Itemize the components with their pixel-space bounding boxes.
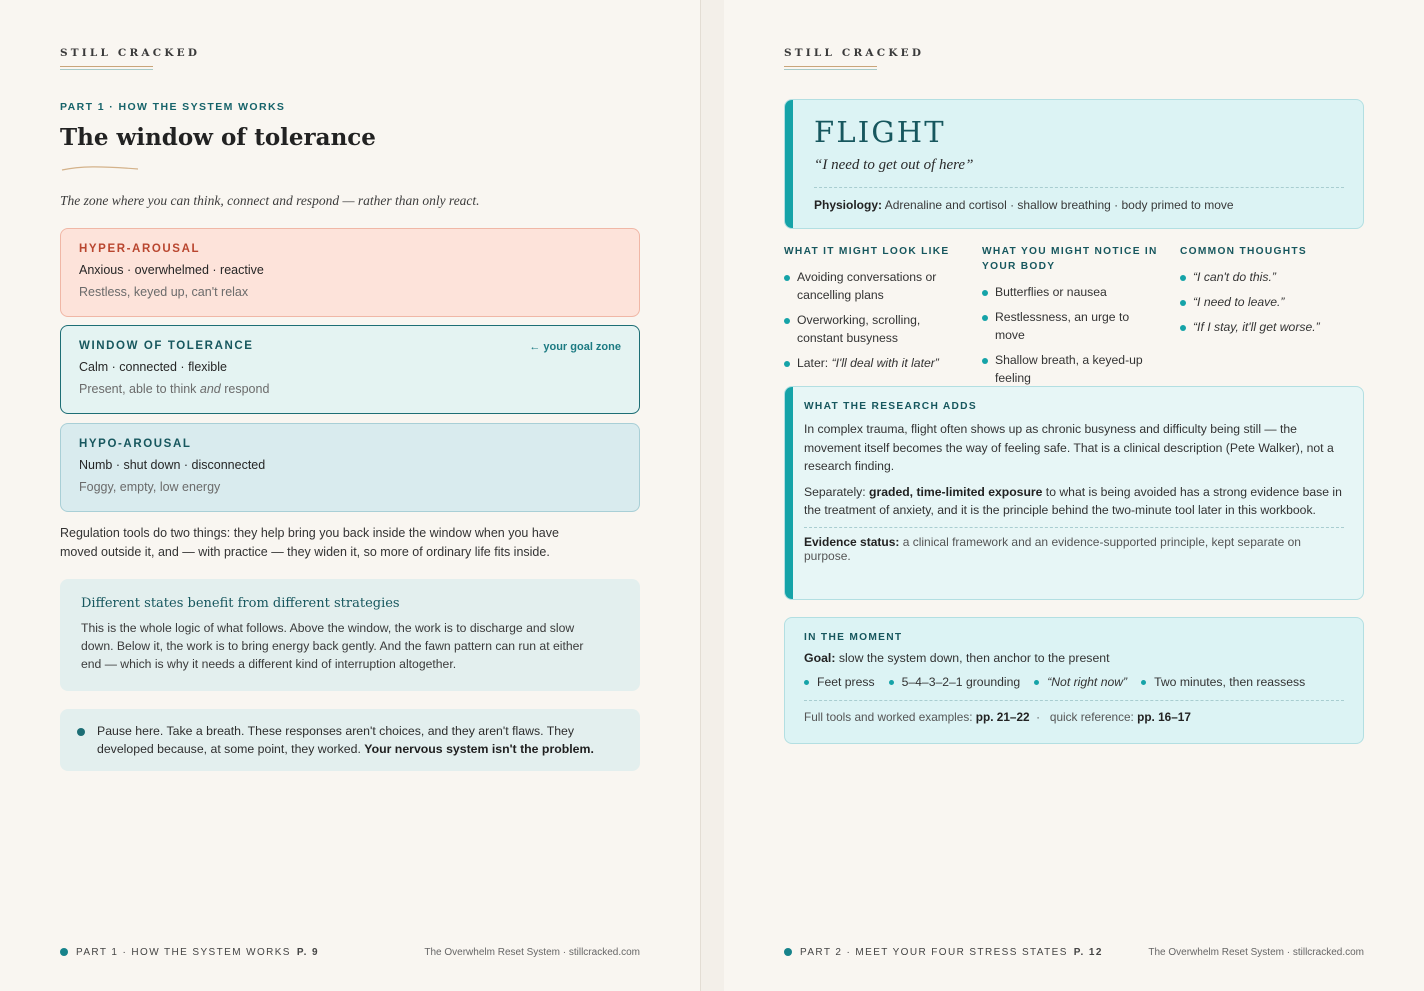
physiology-line (814, 198, 1234, 212)
tool-list (804, 675, 1344, 689)
brand-rule (784, 69, 877, 70)
tool-item: Two minutes, then reassess (1141, 675, 1305, 689)
state-title: FLIGHT (814, 115, 946, 149)
goal-label: Goal: (804, 651, 836, 665)
pause-note (60, 709, 640, 771)
list-item: Overworking, scrolling, constant busyness (784, 311, 964, 347)
footer-section (76, 947, 319, 958)
callout-title: Different states benefit from different strategies (81, 596, 400, 611)
brand-rule (60, 66, 153, 67)
list-item (1180, 318, 1360, 336)
footer-section (800, 947, 1103, 958)
zone-descriptors: Anxious · overwhelmed · reactive (79, 263, 264, 277)
column-heading: WHAT IT MIGHT LOOK LIKE (784, 246, 950, 257)
pause-text: Pause here. Take a breath. These responses aren't choices, and they aren't flaws. They developed because, at some point, they worked. (97, 724, 575, 756)
flight-header-card (784, 99, 1364, 229)
footer-section-label: PART 1 · HOW THE SYSTEM WORKS (76, 947, 291, 958)
research-card (784, 386, 1364, 600)
footer-dot-icon (784, 948, 792, 956)
body-paragraph: Regulation tools do two things: they help bring you back inside the window when you have moved outside it, and — with practice — they widen it, so more of ordinary life fits inside. (60, 526, 559, 559)
zone-hypo-arousal (60, 423, 640, 512)
brand-rule (60, 69, 153, 70)
column-look-like (784, 244, 964, 379)
moment-heading: IN THE MOMENT (804, 632, 903, 643)
column-heading: WHAT YOU MIGHT NOTICE IN YOUR BODY (982, 246, 1158, 272)
page-title: The window of tolerance (60, 124, 376, 151)
footer-section-label: PART 2 · MEET YOUR FOUR STRESS STATES (800, 947, 1068, 958)
strategies-callout (60, 579, 640, 691)
divider (804, 700, 1344, 701)
list-item (1180, 293, 1360, 311)
right-page (724, 0, 1424, 991)
state-quote: “I need to get out of here” (814, 157, 974, 173)
footer-site: The Overwhelm Reset System · stillcracked.com (424, 947, 640, 958)
research-text: to what is being avoided has a strong evidence base in the treatment of anxiety, and it is the principle behind the two-minute tool later in this workbook. (804, 484, 1342, 517)
physiology-label: Physiology: (814, 198, 883, 212)
page-gutter (700, 0, 724, 991)
page-number: P. 9 (296, 947, 319, 958)
list-item (1180, 268, 1360, 286)
zone-feeling: Foggy, empty, low energy (79, 480, 221, 494)
list-item: Avoiding conversations or cancelling plans (784, 268, 964, 304)
footer-site: The Overwhelm Reset System · stillcracked.com (1148, 947, 1364, 958)
research-heading: WHAT THE RESEARCH ADDS (804, 401, 977, 412)
list-item: Butterflies or nausea (982, 283, 1162, 301)
physiology-text: Adrenaline and cortisol · shallow breathing · body primed to move (884, 198, 1234, 212)
page-lede: The zone where you can think, connect and respond — rather than only react. (60, 193, 480, 208)
thought-text: “I need to leave.” (1193, 295, 1285, 309)
thought-text: “I can't do this.” (1193, 270, 1276, 284)
column-body-notice (982, 244, 1162, 394)
ref-text: · quick reference: (1029, 710, 1138, 724)
zone-feeling-text: respond (220, 382, 270, 396)
research-paragraph: In complex trauma, flight often shows up as chronic busyness and difficulty being still — the movement itself becomes the way of feeling safe. That is a clinical description (Pete Walker), not a research finding. (804, 422, 1334, 473)
tool-item: Feet press (804, 675, 875, 689)
brand-wordmark: STILL CRACKED (60, 47, 201, 59)
section-eyebrow: PART 1 · HOW THE SYSTEM WORKS (60, 101, 286, 113)
evidence-text: a clinical framework and an evidence-supported principle, kept separate on purpose. (804, 534, 1301, 563)
goal-zone-tag: ← your goal zone (529, 341, 621, 353)
tool-item-quote: “Not right now” (1047, 675, 1128, 689)
evidence-status (804, 535, 1344, 563)
zone-feeling-emphasis: and (199, 382, 221, 396)
zone-hyper-arousal (60, 228, 640, 317)
brand-rule (784, 66, 877, 67)
moment-goal (804, 651, 1344, 665)
research-paragraph (804, 483, 1344, 520)
ref-text: Full tools and worked examples: (804, 710, 976, 724)
research-text: Separately: (804, 484, 870, 499)
thought-text: “If I stay, it'll get worse.” (1193, 320, 1320, 334)
goal-text: slow the system down, then anchor to the present (835, 651, 1110, 665)
footer-dot-icon (60, 948, 68, 956)
divider (804, 527, 1344, 528)
accent-bar (785, 100, 793, 228)
zone-descriptors: Calm · connected · flexible (79, 360, 227, 374)
list-item: Restlessness, an urge to move (982, 308, 1162, 344)
page-number: P. 12 (1073, 947, 1103, 958)
column-heading: COMMON THOUGHTS (1180, 246, 1308, 257)
divider (814, 187, 1344, 188)
list-item-quote: “I'll deal with it later” (831, 356, 939, 370)
accent-bar (785, 387, 793, 599)
ref-pages: pp. 21–22 (975, 710, 1030, 724)
zone-label: WINDOW OF TOLERANCE (79, 340, 254, 352)
in-the-moment-card (784, 617, 1364, 744)
zone-feeling: Restless, keyed up, can't relax (79, 285, 249, 299)
column-common-thoughts (1180, 244, 1360, 343)
zone-window-of-tolerance (60, 325, 640, 414)
page-references (804, 710, 1344, 724)
list-item-prefix: Later: (797, 356, 832, 370)
zone-descriptors: Numb · shut down · disconnected (79, 458, 266, 472)
title-flourish (60, 165, 140, 173)
zone-feeling-text: Present, able to think (79, 382, 200, 396)
pause-emphasis: Your nervous system isn't the problem. (364, 742, 594, 756)
zone-label: HYPER-AROUSAL (79, 243, 201, 255)
left-page (0, 0, 700, 991)
list-item: Shallow breath, a keyed-up feeling (982, 351, 1162, 387)
callout-body: This is the whole logic of what follows. Above the window, the work is to discharge and slow down. Below it, the work is to bring energy back gently. And the fawn pattern can run at either end — which is why it needs a different kind of interruption altogether. (81, 621, 584, 671)
ref-pages: pp. 16–17 (1137, 710, 1191, 724)
bullet-dot-icon (77, 728, 85, 736)
brand-wordmark: STILL CRACKED (784, 47, 925, 59)
research-emphasis: graded, time-limited exposure (869, 484, 1043, 499)
zone-feeling (79, 382, 621, 396)
zone-label: HYPO-AROUSAL (79, 438, 192, 450)
tool-item: 5–4–3–2–1 grounding (889, 675, 1021, 689)
list-item (784, 354, 964, 372)
tool-item (1034, 675, 1127, 689)
evidence-label: Evidence status: (804, 534, 900, 549)
